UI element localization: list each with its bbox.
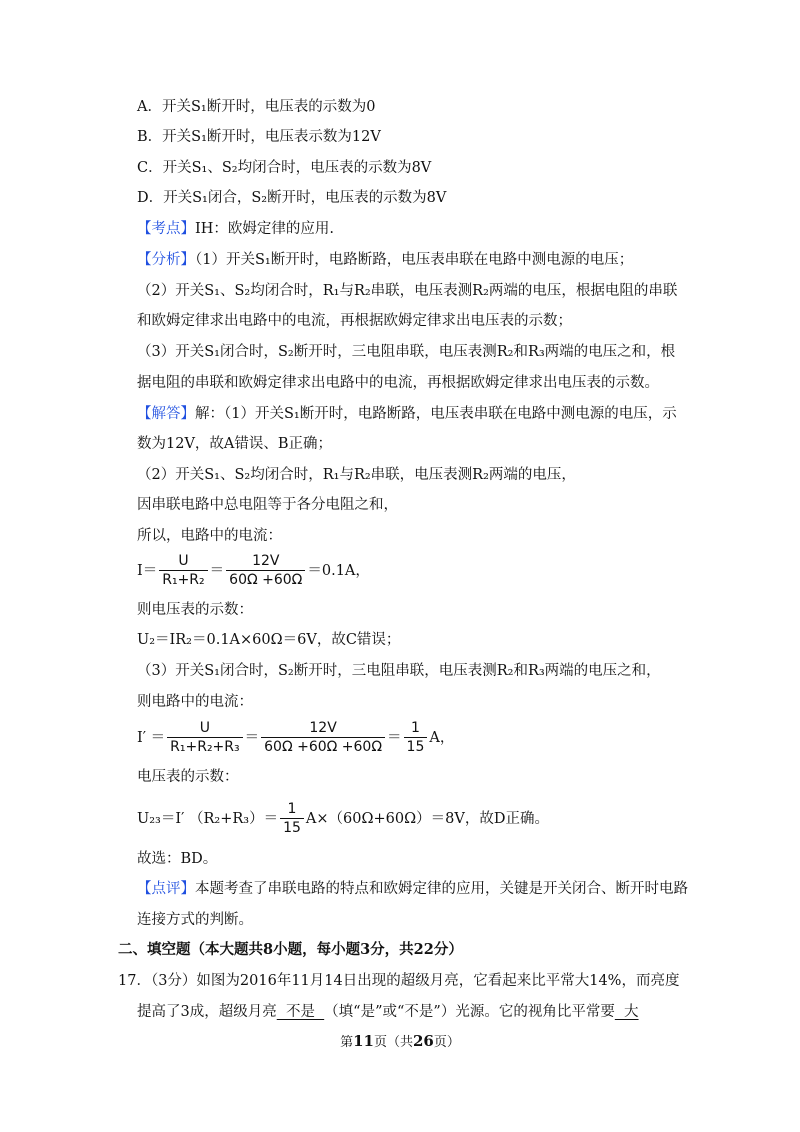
eq2-num-1: U (167, 719, 242, 738)
eq2-equals-1: ＝ (244, 729, 260, 746)
eq2-fraction-1 (167, 719, 242, 756)
equation-voltage (137, 800, 549, 837)
eq2-equals-2: ＝ (387, 729, 402, 746)
eq3-rhs: A×（60Ω+60Ω）＝8V，故D正确。 (305, 810, 549, 827)
kaodian-line (137, 219, 334, 239)
jieda-line-11: 故选：BD。 (137, 851, 218, 867)
jieda-line-3: （2）开关S₁、S₂均闭合时，R₁与R₂串联，电压表测R₂两端的电压， (137, 467, 576, 483)
equation-current-1 (137, 552, 370, 589)
section-heading: 二、填空题（本大题共8小题，每小题3分，共22分） (118, 941, 463, 958)
equation-current-2 (137, 719, 454, 756)
footer-total-pages: 26 (413, 1032, 434, 1050)
footer-post: 页） (433, 1035, 460, 1050)
eq1-den-2: 60Ω +60Ω (229, 572, 303, 588)
q17-text-a: 提高了3成，超级月亮 (137, 1004, 277, 1020)
eq1-den-1: R₁+R₂ (162, 572, 205, 588)
eq3-num: 1 (280, 800, 304, 819)
footer-pre: 第 (340, 1035, 354, 1050)
q17-line-1: 17．（3分）如图为2016年11月14日出现的超级月亮，它看起来比平常大14%，而亮度 (118, 973, 680, 989)
option-d: D．开关S₁闭合，S₂断开时，电压表的示数为8V (137, 190, 447, 206)
jieda-line-5: 所以，电路中的电流： (137, 528, 282, 544)
eq2-den-2: 60Ω +60Ω +60Ω (264, 739, 383, 755)
jieda-line-9: 则电路中的电流： (137, 694, 253, 710)
eq2-num-3: 1 (404, 719, 428, 738)
eq3-fraction (280, 800, 304, 837)
kaodian-tag: 【考点】 (137, 221, 195, 237)
fenxi-line-3: 和欧姆定律求出电路中的电流，再根据欧姆定律求出电压表的示数； (137, 313, 572, 329)
fenxi-text-1: （1）开关S₁断开时，电路断路，电压表串联在电路中测电源的电压； (195, 252, 634, 268)
eq1-lhs: I＝ (137, 562, 158, 579)
jieda-line-10: 电压表的示数： (137, 769, 239, 785)
footer-page-number: 11 (353, 1032, 374, 1050)
q17-line-2 (137, 1002, 639, 1022)
eq1-fraction-2 (226, 552, 305, 589)
eq1-num-2: 12V (226, 552, 305, 571)
jieda-line-7: U₂＝IR₂＝0.1A×60Ω＝6V，故C错误； (137, 632, 401, 648)
eq3-den: 15 (283, 820, 301, 836)
jieda-text-1: 解：（1）开关S₁断开时，电路断路，电压表串联在电路中测电源的电压，示 (195, 406, 677, 422)
eq2-fraction-3 (404, 719, 428, 756)
eq2-lhs: I′ ＝ (137, 729, 166, 746)
q17-answer-2: 大 (614, 1004, 639, 1020)
eq2-den-1: R₁+R₂+R₃ (170, 739, 240, 755)
option-c: C．开关S₁、S₂均闭合时，电压表的示数为8V (137, 160, 432, 176)
jieda-line-4: 因串联电路中总电阻等于各分电阻之和， (137, 497, 398, 513)
fenxi-line-5: 据电阻的串联和欧姆定律求出电路中的电流，再根据欧姆定律求出电压表的示数。 (137, 375, 659, 391)
eq2-num-2: 12V (261, 719, 385, 738)
fenxi-line-2: （2）开关S₁、S₂均闭合时，R₁与R₂串联，电压表测R₂两端的电压，根据电阻的串联 (137, 283, 678, 299)
page-footer (0, 1031, 800, 1050)
eq1-num-1: U (159, 552, 207, 571)
jieda-line-1 (137, 404, 677, 424)
eq1-fraction-1 (159, 552, 207, 589)
jieda-tag: 【解答】 (137, 406, 195, 422)
dianping-tag: 【点评】 (137, 881, 195, 897)
eq3-lhs: U₂₃＝I′ （R₂+R₃）＝ (137, 810, 279, 827)
option-a: A．开关S₁断开时，电压表的示数为0 (137, 99, 376, 115)
dianping-line-1 (137, 879, 688, 899)
eq2-den-3: 15 (406, 739, 425, 755)
jieda-line-6: 则电压表的示数： (137, 602, 253, 618)
eq2-fraction-2 (261, 719, 385, 756)
footer-mid: 页（共 (373, 1035, 413, 1050)
jieda-line-2: 数为12V，故A错误、B正确； (137, 436, 333, 452)
q17-text-b: （填“是”或“不是”）光源。它的视角比平常要 (324, 1004, 615, 1020)
dianping-text-1: 本题考查了串联电路的特点和欧姆定律的应用，关键是开关闭合、断开时电路 (195, 881, 688, 897)
fenxi-line-1 (137, 250, 633, 270)
eq1-equals: ＝ (209, 562, 225, 579)
fenxi-tag: 【分析】 (137, 252, 195, 268)
dianping-line-2: 连接方式的判断。 (137, 912, 253, 928)
eq1-rhs: ＝0.1A， (307, 562, 370, 579)
fenxi-line-4: （3）开关S₁闭合时，S₂断开时，三电阻串联，电压表测R₂和R₃两端的电压之和，根 (137, 344, 676, 360)
q17-answer-1: 不是 (276, 1004, 325, 1020)
option-b: B．开关S₁断开时，电压表示数为12V (137, 129, 381, 145)
jieda-line-8: （3）开关S₁闭合时，S₂断开时，三电阻串联，电压表测R₂和R₃两端的电压之和， (137, 663, 661, 679)
eq2-rhs: A， (429, 729, 455, 746)
kaodian-text: IH：欧姆定律的应用. (195, 221, 334, 237)
